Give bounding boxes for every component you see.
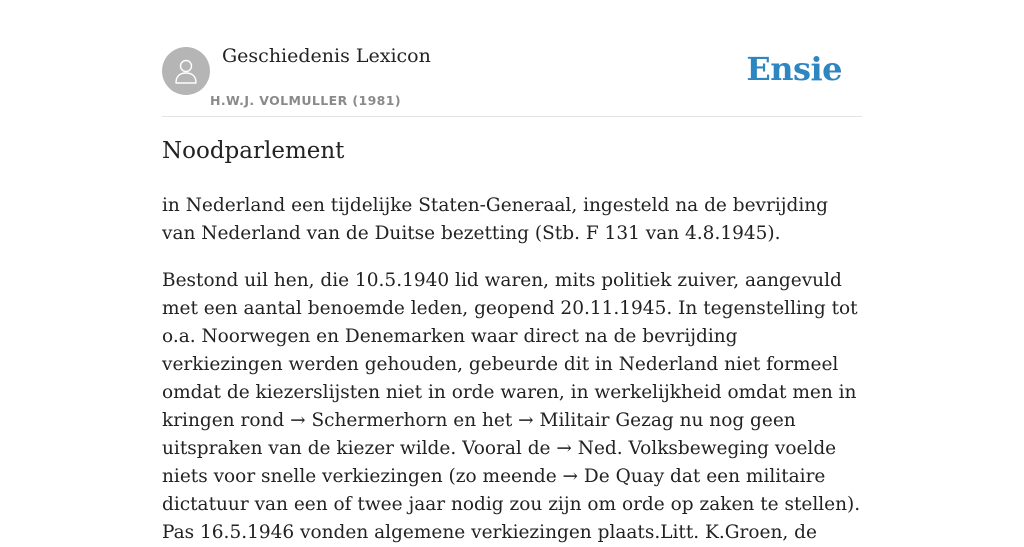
header	[162, 0, 862, 117]
avatar[interactable]	[162, 47, 210, 95]
entry-paragraph: in Nederland een tijdelijke Staten-Generaal, ingesteld na de bevrijding van Nederland van de Duitse bezetting (Stb. F 131 van 4.8.1945).	[162, 195, 828, 244]
author-name[interactable]: H.W.J. VOLMULLER (1981)	[210, 93, 401, 108]
entry-paragraph: Bestond uil hen, die 10.5.1940 lid waren, mits politiek zuiver, aangevuld met een aantal benoemde leden, geopend 20.11.1945. In tegenstelling tot o.a. Noorwegen en Denemarken waar direct na de bevrijding verkiezingen werden gehouden, gebeurde dit in Nederland niet formeel omdat de kiezerslijsten niet in orde waren, in werkelijkheid omdat men in kringen rond → Schermerhorn en het → Militair Gezag nu nog geen uitspraken van de kiezer wilde. Vooral de → Ned. Volksbeweging voelde niets voor snelle verkiezingen (zo meende → De Quay dat een militaire dictatuur van een of twee jaar nodig zou zijn om orde op zaken te stellen). Pas 16.5.1946 vonden algemene verkiezingen plaats.Litt. K.Groen, de	[162, 270, 861, 543]
user-avatar-icon	[171, 56, 201, 86]
entry-title: Noodparlement	[162, 138, 345, 164]
lexicon-title[interactable]: Geschiedenis Lexicon	[222, 45, 431, 67]
ensie-logo[interactable]: Ensie	[746, 50, 842, 88]
page	[162, 0, 862, 543]
